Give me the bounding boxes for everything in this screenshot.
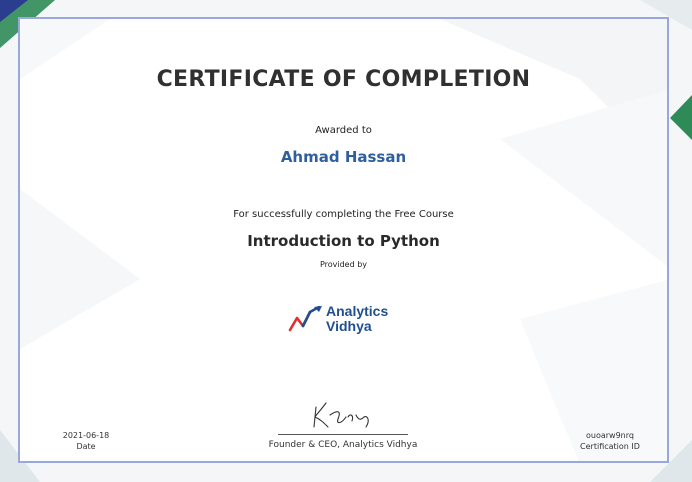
course-intro-label: For successfully completing the Free Course bbox=[233, 209, 454, 220]
issue-date-label: Date bbox=[76, 442, 96, 451]
provider-logo bbox=[288, 304, 413, 340]
logo-line-1: Analytics bbox=[326, 303, 389, 319]
signature-line bbox=[278, 434, 408, 435]
issue-date-value: 2021-06-18 bbox=[62, 431, 110, 440]
certification-id-label: Certification ID bbox=[580, 442, 640, 451]
signature-icon bbox=[308, 397, 378, 433]
provided-by-label: Provided by bbox=[319, 260, 368, 269]
certification-id-value: ouoarw9nrq bbox=[586, 431, 634, 440]
certification-id-block bbox=[570, 430, 650, 452]
awarded-label: Awarded to bbox=[315, 125, 372, 136]
certificate-card bbox=[18, 17, 669, 463]
recipient-name: Ahmad Hassan bbox=[280, 148, 407, 166]
trend-arrow-icon bbox=[288, 306, 324, 334]
provider-logo-text bbox=[326, 304, 388, 334]
signer-title: Founder & CEO, Analytics Vidhya bbox=[268, 440, 418, 450]
logo-line-2: Vidhya bbox=[326, 318, 372, 334]
date-block bbox=[56, 430, 116, 452]
course-name: Introduction to Python bbox=[247, 232, 440, 250]
certificate-title: CERTIFICATE OF COMPLETION bbox=[156, 67, 531, 92]
